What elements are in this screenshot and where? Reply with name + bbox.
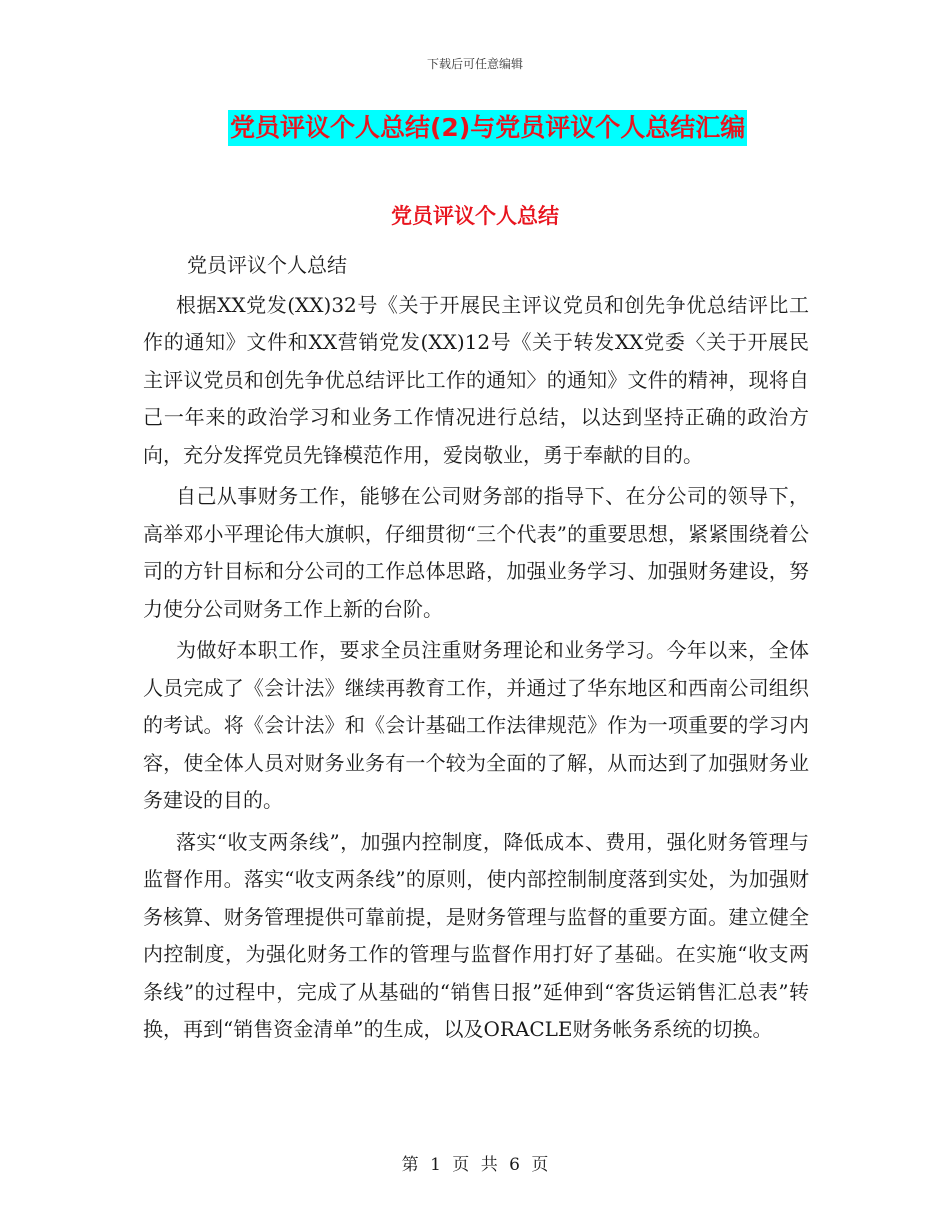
main-title: 党员评议个人总结(2)与党员评议个人总结汇编 — [228, 110, 747, 146]
section-title: 党员评议个人总结 — [391, 204, 559, 228]
paragraph: 自己从事财务工作，能够在公司财务部的指导下、在分公司的领导下，高举邓小平理论伟大旗帜，仔细贯彻“三个代表”的重要思想，紧紧围绕着公司的方针目标和分公司的工作总体思路，加强业务学习、加强财务建设，努力使分公司财务工作上新的台阶。 — [143, 484, 809, 621]
paragraph: 落实“收支两条线”，加强内控制度，降低成本、费用，强化财务管理与监督作用。落实“收支两条线”的原则，使内部控制制度落到实处，为加强财务核算、财务管理提供可靠前提，是财务管理与监督的重要方面。建立健全内控制度，为强化财务工作的管理与监督作用打好了基础。在实施“收支两条线”的过程中，完成了从基础的“销售日报”延伸到“客货运销售汇总表”转换，再到“销售资金清单”的生成，以及ORACLE财务帐务系统的切换。 — [143, 829, 809, 1041]
main-title-container — [228, 110, 747, 146]
paragraph: 根据XX党发(XX)32号《关于开展民主评议党员和创先争优总结评比工作的通知》文件和XX营销党发(XX)12号《关于转发XX党委〈关于开展民主评议党员和创先争优总结评比工作的通知〉的通知》文件的精神，现将自己一年来的政治学习和业务工作情况进行总结，以达到坚持正确的政治方向，充分发挥党员先锋模范作用，爱岗敬业，勇于奉献的目的。 — [143, 292, 809, 467]
header-note: 下载后可任意编辑 — [426, 57, 523, 71]
page-footer: 第 1 页 共 6 页 — [401, 1155, 549, 1175]
document-body — [143, 247, 809, 1053]
paragraph: 为做好本职工作，要求全员注重财务理论和业务学习。今年以来，全体人员完成了《会计法》继续再教育工作，并通过了华东地区和西南公司组织的考试。将《会计法》和《会计基础工作法律规范》作为一项重要的学习内容，使全体人员对财务业务有一个较为全面的了解，从而达到了加强财务业务建设的目的。 — [143, 638, 809, 812]
intro-label: 党员评议个人总结 — [187, 253, 347, 277]
